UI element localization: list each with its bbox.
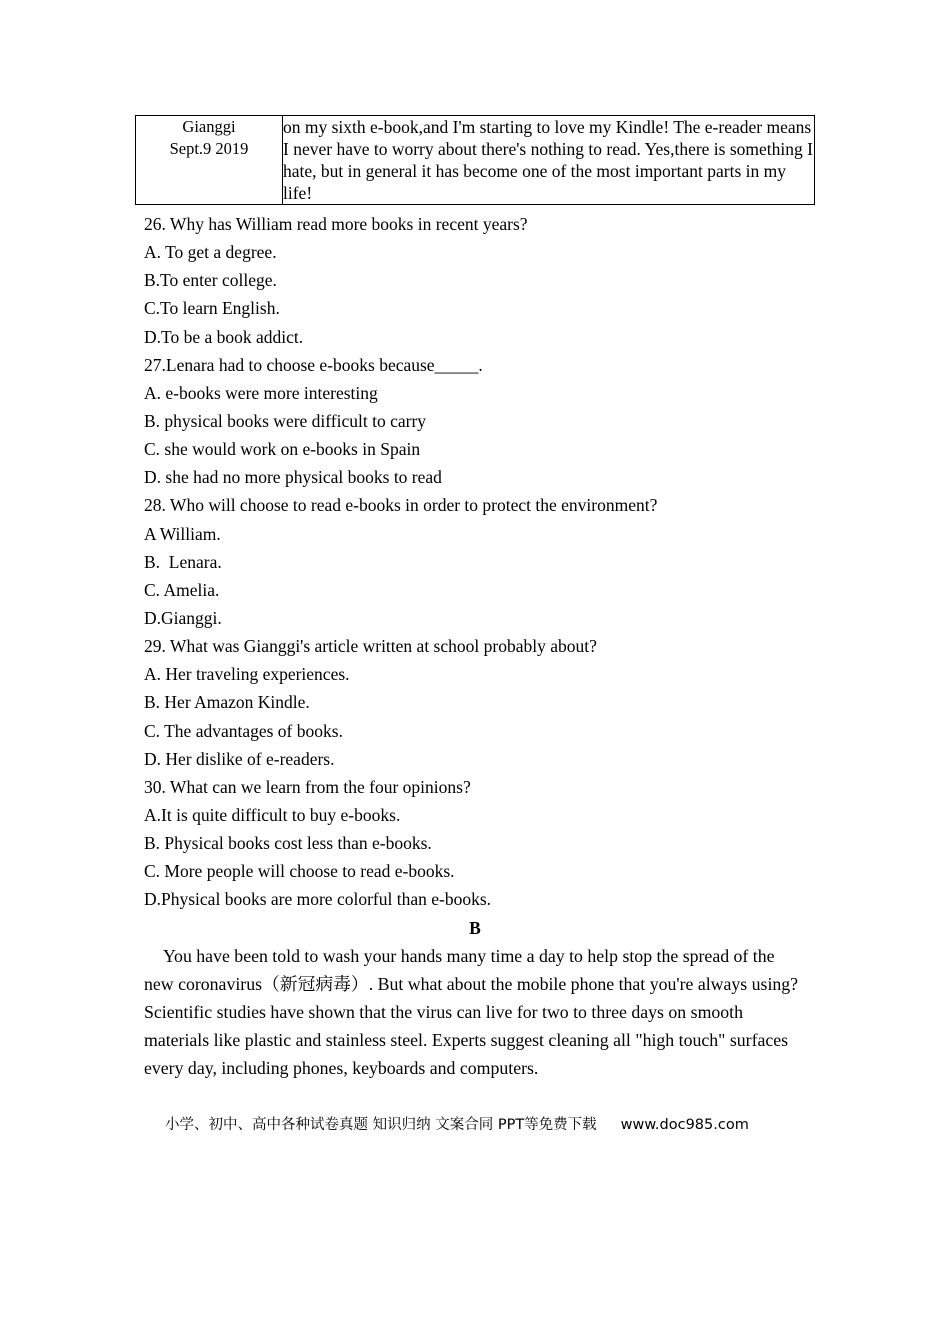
option-b: B. Her Amazon Kindle. bbox=[144, 692, 310, 713]
question-stem: 30. What can we learn from the four opinions? bbox=[144, 776, 471, 797]
option-d: D.To be a book addict. bbox=[144, 326, 304, 347]
question-stem: 27.Lenara had to choose e-books because_____. bbox=[144, 354, 483, 375]
option-a: A William. bbox=[144, 523, 221, 544]
question-29 bbox=[144, 632, 824, 773]
option-b: B.To enter college. bbox=[144, 270, 277, 291]
option-b: B. Physical books cost less than e-books. bbox=[144, 833, 432, 854]
option-b: B. physical books were difficult to carry bbox=[144, 410, 427, 431]
option-a: A. To get a degree. bbox=[144, 242, 277, 263]
footer-text: 小学、初中、高中各种试卷真题 知识归纳 文案合同 PPT等免费下载 bbox=[165, 1117, 597, 1133]
option-c: C.To learn English. bbox=[144, 298, 280, 319]
section-heading: B bbox=[469, 917, 481, 938]
question-27 bbox=[144, 351, 824, 492]
question-28 bbox=[144, 491, 824, 632]
option-a: A.It is quite difficult to buy e-books. bbox=[144, 804, 401, 825]
option-c: C. More people will choose to read e-books. bbox=[144, 861, 455, 882]
passage-paragraph: You have been told to wash your hands many time a day to help stop the spread of the new coronavirus（新冠病毒）. But what about the mobile phone that you're always using? Scientific studies have shown that the virus can live for two to three days on smooth materials like plastic and stainless steel. Experts suggest cleaning all "high touch" surfaces every day, including phones, keyboards and computers. bbox=[144, 945, 799, 1079]
option-d: D.Physical books are more colorful than e-books. bbox=[144, 889, 492, 910]
option-c: C. she would work on e-books in Spain bbox=[144, 439, 421, 460]
question-30 bbox=[144, 773, 824, 914]
page-footer bbox=[165, 1113, 749, 1134]
question-26 bbox=[144, 210, 824, 351]
footer-site-link[interactable]: www.doc985.com bbox=[620, 1117, 749, 1133]
option-b: B. Lenara. bbox=[144, 551, 222, 572]
option-a: A. e-books were more interesting bbox=[144, 382, 378, 403]
author-cell bbox=[136, 116, 283, 205]
table-row bbox=[136, 116, 815, 205]
review-date: Sept.9 2019 bbox=[169, 139, 249, 158]
option-d: D. Her dislike of e-readers. bbox=[144, 748, 335, 769]
questions-block bbox=[144, 210, 824, 1083]
question-stem: 26. Why has William read more books in recent years? bbox=[144, 214, 528, 234]
author-name: Gianggi bbox=[182, 117, 236, 136]
question-stem: 29. What was Gianggi's article written at school probably about? bbox=[144, 636, 597, 657]
option-a: A. Her traveling experiences. bbox=[144, 664, 350, 685]
option-d: D. she had no more physical books to read bbox=[144, 467, 442, 488]
option-d: D.Gianggi. bbox=[144, 607, 222, 628]
review-comment: on my sixth e-book,and I'm starting to love my Kindle! The e-reader means I never have to worry about there's nothing to read. Yes,there is something I hate, but in general it has become one of the most important parts in my life! bbox=[283, 117, 813, 203]
question-stem: 28. Who will choose to read e-books in order to protect the environment? bbox=[144, 495, 658, 516]
review-table bbox=[135, 115, 815, 205]
option-c: C. The advantages of books. bbox=[144, 720, 343, 741]
option-c: C. Amelia. bbox=[144, 579, 220, 600]
